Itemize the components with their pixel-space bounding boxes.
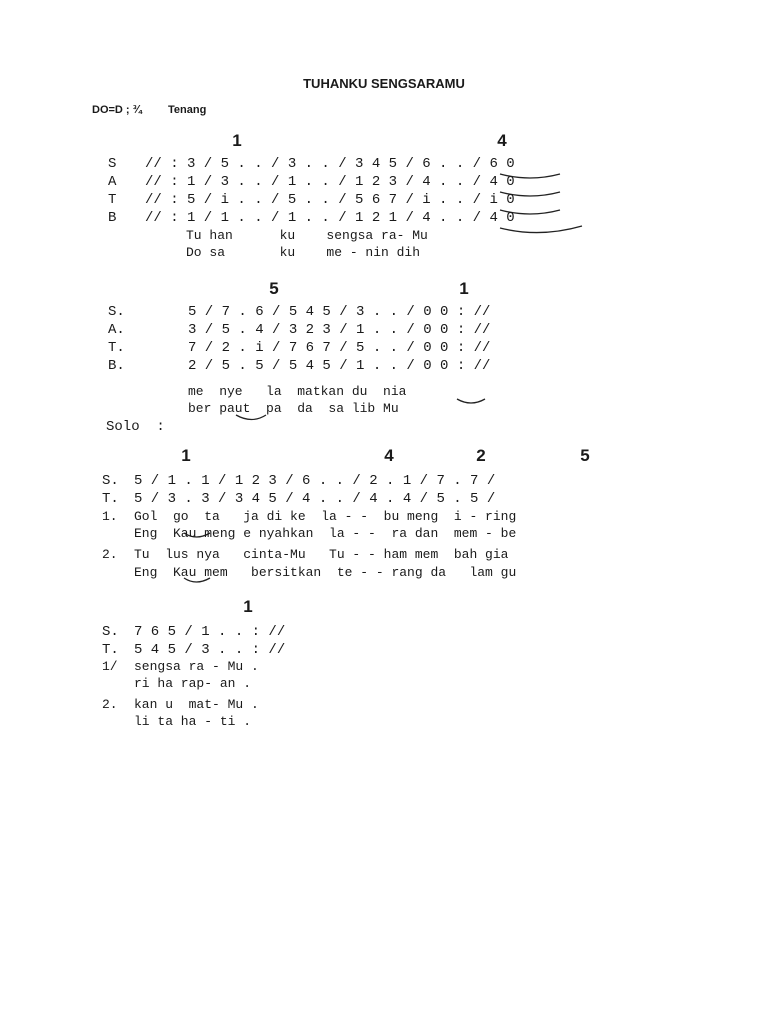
voice-notes: 3 / 5 . 4 / 3 2 3 / 1 . . / 0 0 : // <box>188 322 491 338</box>
voice-label: T. <box>102 491 119 507</box>
verse-line: Tu lus nya cinta-Mu Tu - - ham mem bah gia <box>134 547 509 562</box>
voice-label: B <box>108 210 117 226</box>
lyric-line: me nye la matkan du nia <box>188 384 407 399</box>
verse-number: 1/ <box>102 659 118 674</box>
voice-label: A. <box>108 322 125 338</box>
voice-label: S. <box>102 473 119 489</box>
voice-notes: 2 / 5 . 5 / 5 4 5 / 1 . . / 0 0 : // <box>188 358 491 374</box>
voice-notes: 5 / 1 . 1 / 1 2 3 / 6 . . / 2 . 1 / 7 . 7 / <box>134 473 496 489</box>
lyric-line: Tu han ku sengsa ra- Mu <box>186 228 428 243</box>
voice-notes: 5 / 7 . 6 / 5 4 5 / 3 . . / 0 0 : // <box>188 304 491 320</box>
bar-number: 1 <box>232 131 242 150</box>
bar-number: 1 <box>459 279 469 298</box>
verse-line: Gol go ta ja di ke la - - bu meng i - ring <box>134 509 517 524</box>
song-title: TUHANKU SENGSARAMU <box>303 76 465 91</box>
verse-number: 1. <box>102 509 118 524</box>
verse-line: sengsa ra - Mu . <box>134 659 259 674</box>
voice-label: S. <box>102 624 119 640</box>
bar-number: 4 <box>384 446 394 465</box>
voice-notes: // : 1 / 1 . . / 1 . . / 1 2 1 / 4 . . / 4 0 <box>145 210 515 226</box>
verse-line: Eng Kau mem bersitkan te - - rang da lam gu <box>134 565 517 580</box>
bar-number: 1 <box>243 597 253 616</box>
voice-label: S <box>108 156 117 172</box>
voice-label: A <box>108 174 117 190</box>
bar-number: 5 <box>580 446 590 465</box>
voice-label: S. <box>108 304 125 320</box>
verse-line: li ta ha - ti . <box>134 714 252 729</box>
voice-label: B. <box>108 358 125 374</box>
voice-notes: 5 4 5 / 3 . . : // <box>134 642 286 658</box>
bar-number: 1 <box>181 446 191 465</box>
solo-label: Solo : <box>106 419 165 435</box>
voice-notes: 7 / 2 . i / 7 6 7 / 5 . . / 0 0 : // <box>188 340 491 356</box>
voice-notes: 5 / 3 . 3 / 3 4 5 / 4 . . / 4 . 4 / 5 . 5 / <box>134 491 496 507</box>
voice-label: T. <box>108 340 125 356</box>
verse-line: kan u mat- Mu . <box>134 697 259 712</box>
voice-label: T <box>108 192 117 208</box>
bar-number: 5 <box>269 279 279 298</box>
bar-number: 2 <box>476 446 486 465</box>
lyric-line: ber paut pa da sa lib Mu <box>188 401 399 416</box>
key-signature: DO=D ; ¾ <box>92 104 142 116</box>
voice-notes: // : 1 / 3 . . / 1 . . / 1 2 3 / 4 . . / 4 0 <box>145 174 515 190</box>
verse-number: 2. <box>102 547 118 562</box>
voice-notes: 7 6 5 / 1 . . : // <box>134 624 286 640</box>
lyric-line: Do sa ku me - nin dih <box>186 245 421 260</box>
voice-label: T. <box>102 642 119 658</box>
voice-notes: // : 5 / i . . / 5 . . / 5 6 7 / i . . / i 0 <box>145 192 515 208</box>
voice-notes: // : 3 / 5 . . / 3 . . / 3 4 5 / 6 . . / 6 0 <box>145 156 515 172</box>
verse-number: 2. <box>102 697 118 712</box>
tempo-marking: Tenang <box>168 104 207 116</box>
verse-line: ri ha rap- an . <box>134 676 252 691</box>
bar-number: 4 <box>497 131 507 150</box>
verse-line: Eng Kau meng e nyahkan la - - ra dan mem - be <box>134 526 517 541</box>
